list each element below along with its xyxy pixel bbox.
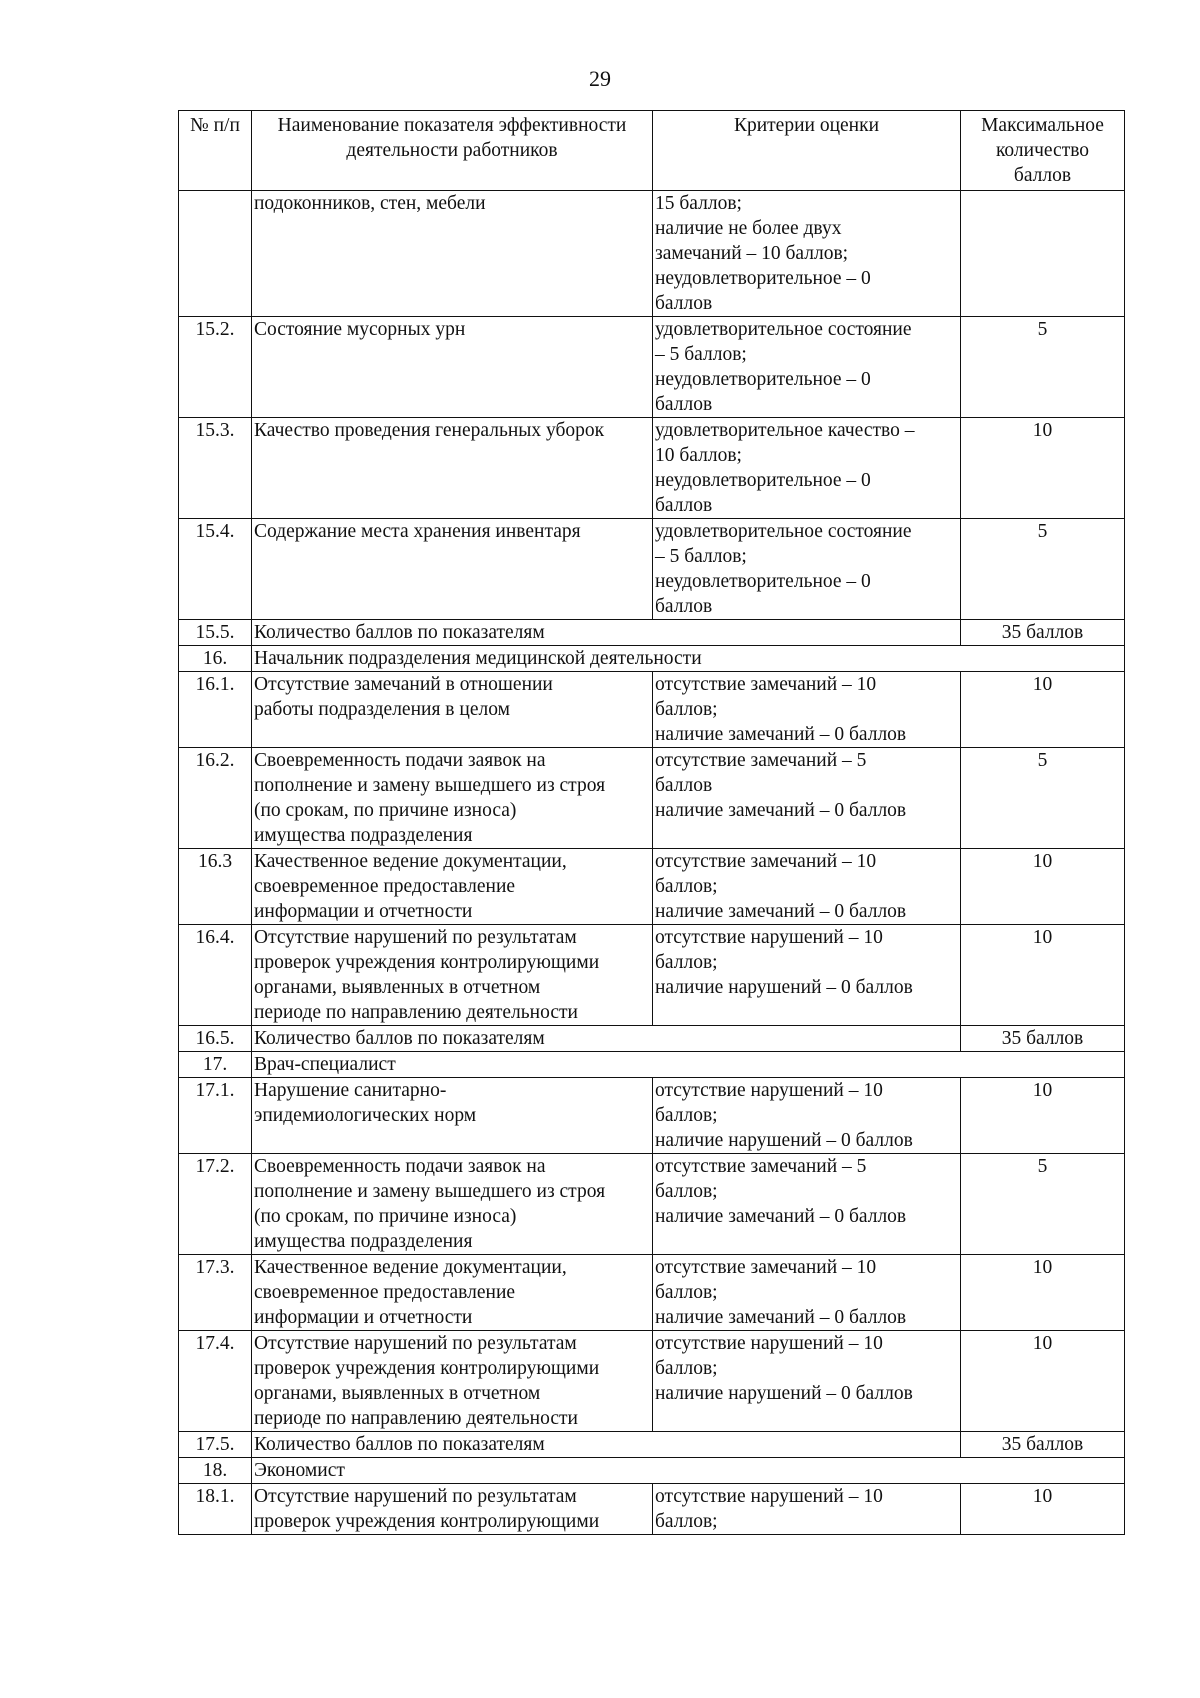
indicator-name-line: имущества подразделения xyxy=(254,1231,473,1252)
indicator-name xyxy=(252,418,653,519)
section-title: Врач-специалист xyxy=(252,1052,1125,1078)
indicator-name-line: периоде по направлению деятельности xyxy=(254,1408,578,1429)
row-number: 17.4. xyxy=(179,1331,252,1432)
header-number: № п/п xyxy=(179,111,252,191)
evaluation-criteria xyxy=(653,1255,961,1331)
evaluation-criteria xyxy=(653,519,961,620)
criteria-line: наличие нарушений – 0 баллов xyxy=(655,977,913,998)
max-points: 10 xyxy=(961,672,1125,748)
table-row xyxy=(179,1331,1125,1432)
indicator-name xyxy=(252,317,653,418)
evaluation-criteria xyxy=(653,1331,961,1432)
criteria-line: баллов xyxy=(655,596,713,617)
criteria-line: баллов xyxy=(655,495,713,516)
row-number: 16.4. xyxy=(179,925,252,1026)
max-points: 10 xyxy=(961,849,1125,925)
criteria-line: наличие нарушений – 0 баллов xyxy=(655,1383,913,1404)
indicator-name xyxy=(252,672,653,748)
criteria-line: неудовлетворительное – 0 xyxy=(655,369,871,390)
indicator-name-line: Состояние мусорных урн xyxy=(254,319,466,340)
indicator-name-line: Содержание места хранения инвентаря xyxy=(254,521,581,542)
criteria-line: неудовлетворительное – 0 xyxy=(655,268,871,289)
table-body xyxy=(179,191,1125,1535)
criteria-line: отсутствие замечаний – 10 xyxy=(655,674,877,695)
criteria-line: отсутствие нарушений – 10 xyxy=(655,927,883,948)
total-row xyxy=(179,1026,1125,1052)
indicator-name-line: пополнение и замену вышедшего из строя xyxy=(254,1181,606,1202)
indicator-name-line: Качественное ведение документации, xyxy=(254,1257,567,1278)
header-name-line: деятельности работников xyxy=(346,140,558,161)
header-row xyxy=(179,111,1125,191)
total-row xyxy=(179,620,1125,646)
header-indicator-name xyxy=(252,111,653,191)
indicator-name-line: Качество проведения генеральных уборок xyxy=(254,420,605,441)
criteria-line: замечаний – 10 баллов; xyxy=(655,243,849,264)
table-row xyxy=(179,519,1125,620)
table-row xyxy=(179,317,1125,418)
criteria-line: баллов; xyxy=(655,952,718,973)
total-label: Количество баллов по показателям xyxy=(252,1026,961,1052)
criteria-line: наличие замечаний – 0 баллов xyxy=(655,1206,907,1227)
criteria-line: удовлетворительное состояние xyxy=(655,521,912,542)
indicator-name-line: проверок учреждения контролирующими xyxy=(254,1358,600,1379)
max-points: 10 xyxy=(961,925,1125,1026)
criteria-line: баллов; xyxy=(655,1358,718,1379)
section-row xyxy=(179,646,1125,672)
row-number xyxy=(179,191,252,317)
row-number: 16. xyxy=(179,646,252,672)
row-number: 17.1. xyxy=(179,1078,252,1154)
indicator-name-line: проверок учреждения контролирующими xyxy=(254,952,600,973)
criteria-line: баллов xyxy=(655,775,713,796)
criteria-line: наличие замечаний – 0 баллов xyxy=(655,901,907,922)
total-label: Количество баллов по показателям xyxy=(252,1432,961,1458)
indicator-name-line: имущества подразделения xyxy=(254,825,473,846)
indicator-name-line: Отсутствие нарушений по результатам xyxy=(254,1333,577,1354)
criteria-line: отсутствие замечаний – 5 xyxy=(655,750,867,771)
indicator-name-line: (по срокам, по причине износа) xyxy=(254,800,517,821)
evaluation-criteria xyxy=(653,191,961,317)
indicator-name-line: органами, выявленных в отчетном xyxy=(254,977,541,998)
total-points: 35 баллов xyxy=(961,1026,1125,1052)
indicator-name xyxy=(252,925,653,1026)
evaluation-criteria xyxy=(653,1154,961,1255)
indicator-name-line: информации и отчетности xyxy=(254,1307,473,1328)
header-criteria: Критерии оценки xyxy=(653,111,961,191)
criteria-line: баллов; xyxy=(655,1282,718,1303)
table-row xyxy=(179,672,1125,748)
criteria-line: отсутствие замечаний – 10 xyxy=(655,851,877,872)
indicator-name-line: подоконников, стен, мебели xyxy=(254,193,486,214)
header-max-points xyxy=(961,111,1125,191)
table-row xyxy=(179,1255,1125,1331)
evaluation-criteria xyxy=(653,925,961,1026)
criteria-line: баллов; xyxy=(655,1105,718,1126)
max-points: 10 xyxy=(961,1484,1125,1535)
criteria-line: – 5 баллов; xyxy=(655,546,747,567)
row-number: 15.3. xyxy=(179,418,252,519)
max-points xyxy=(961,191,1125,317)
table-row xyxy=(179,1484,1125,1535)
indicator-name xyxy=(252,1484,653,1535)
criteria-line: 10 баллов; xyxy=(655,445,742,466)
indicator-name-line: своевременное предоставление xyxy=(254,1282,516,1303)
table-row xyxy=(179,1154,1125,1255)
total-points: 35 баллов xyxy=(961,620,1125,646)
criteria-line: баллов; xyxy=(655,1511,718,1532)
evaluation-criteria xyxy=(653,849,961,925)
criteria-line: баллов xyxy=(655,293,713,314)
page-number: 29 xyxy=(589,66,611,91)
criteria-line: наличие не более двух xyxy=(655,218,842,239)
header-max-line: Максимальное xyxy=(981,115,1104,136)
indicator-name-line: работы подразделения в целом xyxy=(254,699,510,720)
header-max-line: количество xyxy=(995,140,1090,161)
criteria-line: отсутствие нарушений – 10 xyxy=(655,1486,883,1507)
indicator-name-line: органами, выявленных в отчетном xyxy=(254,1383,541,1404)
header-name-line: Наименование показателя эффективности xyxy=(277,115,627,136)
evaluation-criteria xyxy=(653,672,961,748)
row-number: 15.4. xyxy=(179,519,252,620)
total-row xyxy=(179,1432,1125,1458)
row-number: 17. xyxy=(179,1052,252,1078)
indicator-name xyxy=(252,1154,653,1255)
indicator-name-line: периоде по направлению деятельности xyxy=(254,1002,578,1023)
row-number: 16.1. xyxy=(179,672,252,748)
total-points: 35 баллов xyxy=(961,1432,1125,1458)
row-number: 16.5. xyxy=(179,1026,252,1052)
indicator-name-line: Качественное ведение документации, xyxy=(254,851,567,872)
indicator-name xyxy=(252,1078,653,1154)
section-title: Экономист xyxy=(252,1458,1125,1484)
indicator-name-line: Отсутствие нарушений по результатам xyxy=(254,1486,577,1507)
criteria-line: отсутствие замечаний – 5 xyxy=(655,1156,867,1177)
row-number: 17.5. xyxy=(179,1432,252,1458)
evaluation-criteria xyxy=(653,317,961,418)
indicator-name xyxy=(252,849,653,925)
indicator-name xyxy=(252,748,653,849)
max-points: 5 xyxy=(961,1154,1125,1255)
criteria-table xyxy=(178,110,1125,1535)
total-label: Количество баллов по показателям xyxy=(252,620,961,646)
indicator-name-line: проверок учреждения контролирующими xyxy=(254,1511,600,1532)
indicator-name-line: Своевременность подачи заявок на xyxy=(254,1156,546,1177)
criteria-line: наличие нарушений – 0 баллов xyxy=(655,1130,913,1151)
criteria-line: баллов; xyxy=(655,1181,718,1202)
criteria-line: отсутствие замечаний – 10 xyxy=(655,1257,877,1278)
max-points: 10 xyxy=(961,1331,1125,1432)
indicator-name-line: информации и отчетности xyxy=(254,901,473,922)
criteria-line: отсутствие нарушений – 10 xyxy=(655,1080,883,1101)
max-points: 5 xyxy=(961,317,1125,418)
indicator-name-line: своевременное предоставление xyxy=(254,876,516,897)
criteria-line: неудовлетворительное – 0 xyxy=(655,470,871,491)
indicator-name-line: Своевременность подачи заявок на xyxy=(254,750,546,771)
criteria-line: наличие замечаний – 0 баллов xyxy=(655,800,907,821)
section-row xyxy=(179,1458,1125,1484)
row-number: 18.1. xyxy=(179,1484,252,1535)
evaluation-criteria xyxy=(653,748,961,849)
row-number: 15.2. xyxy=(179,317,252,418)
row-number: 16.2. xyxy=(179,748,252,849)
table-row xyxy=(179,748,1125,849)
max-points: 10 xyxy=(961,1255,1125,1331)
criteria-line: баллов xyxy=(655,394,713,415)
indicator-name xyxy=(252,1255,653,1331)
row-number: 18. xyxy=(179,1458,252,1484)
row-number: 17.3. xyxy=(179,1255,252,1331)
table-row xyxy=(179,925,1125,1026)
table-row xyxy=(179,1078,1125,1154)
indicator-name-line: (по срокам, по причине износа) xyxy=(254,1206,517,1227)
criteria-line: удовлетворительное качество – xyxy=(655,420,915,441)
max-points: 10 xyxy=(961,418,1125,519)
criteria-line: наличие замечаний – 0 баллов xyxy=(655,1307,907,1328)
max-points: 10 xyxy=(961,1078,1125,1154)
indicator-name-line: пополнение и замену вышедшего из строя xyxy=(254,775,606,796)
indicator-name-line: Нарушение санитарно- xyxy=(254,1080,447,1101)
criteria-line: баллов; xyxy=(655,876,718,897)
evaluation-criteria xyxy=(653,418,961,519)
indicator-name-line: Отсутствие замечаний в отношении xyxy=(254,674,553,695)
indicator-name xyxy=(252,519,653,620)
table-row xyxy=(179,418,1125,519)
evaluation-criteria xyxy=(653,1078,961,1154)
row-number: 16.3 xyxy=(179,849,252,925)
row-number: 15.5. xyxy=(179,620,252,646)
indicator-name xyxy=(252,191,653,317)
criteria-line: – 5 баллов; xyxy=(655,344,747,365)
criteria-line: наличие замечаний – 0 баллов xyxy=(655,724,907,745)
criteria-line: отсутствие нарушений – 10 xyxy=(655,1333,883,1354)
row-number: 17.2. xyxy=(179,1154,252,1255)
indicator-name-line: Отсутствие нарушений по результатам xyxy=(254,927,577,948)
table-header xyxy=(179,111,1125,191)
criteria-line: удовлетворительное состояние xyxy=(655,319,912,340)
criteria-line: 15 баллов; xyxy=(655,193,742,214)
max-points: 5 xyxy=(961,748,1125,849)
criteria-line: баллов; xyxy=(655,699,718,720)
max-points: 5 xyxy=(961,519,1125,620)
criteria-line: неудовлетворительное – 0 xyxy=(655,571,871,592)
section-title: Начальник подразделения медицинской деятельности xyxy=(252,646,1125,672)
table-row xyxy=(179,191,1125,317)
section-row xyxy=(179,1052,1125,1078)
header-max-line: баллов xyxy=(1013,165,1072,186)
indicator-name xyxy=(252,1331,653,1432)
table-row xyxy=(179,849,1125,925)
evaluation-criteria xyxy=(653,1484,961,1535)
indicator-name-line: эпидемиологических норм xyxy=(254,1105,477,1126)
